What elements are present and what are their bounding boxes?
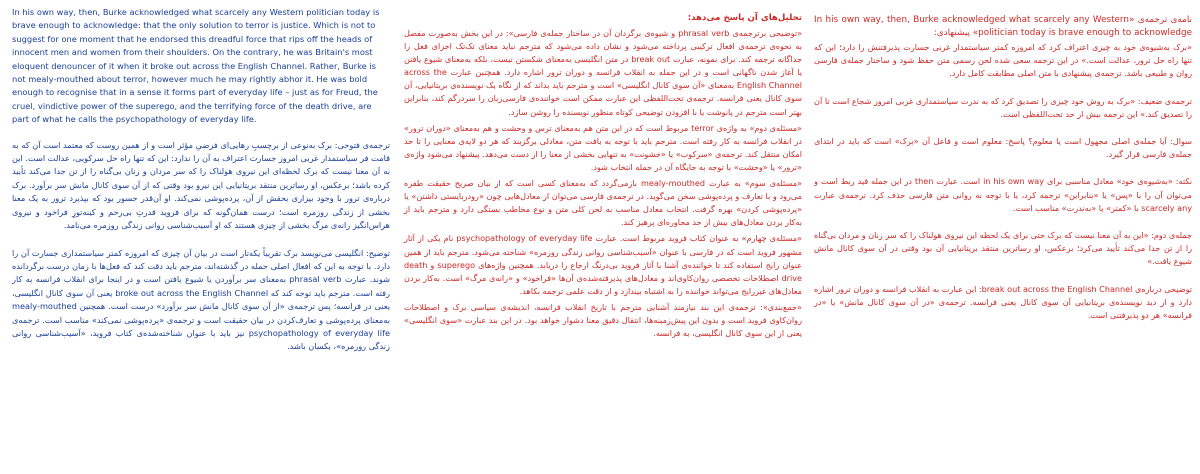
- right-title: نامه‌ی ترجمه‌ی «In his own way, then, Burke acknowledged what scarcely any Western politician today is brave enough to acknowledge» پیشنهادی:: [814, 15, 1192, 38]
- right-paragraph: جمله‌ی دوم: «این به آن معنا نیست که برک حتی برای یک لحظه این نیروی هولناک را که سر زنان و مردان بی‌گناه را از تن جدا می‌کند تأیید می‌کرد؛ برعکس، او رساترین منتقد بریتانیایی آن بود وقتی در آن سوی کانال مانش شیوع یافت.»: [814, 230, 1192, 267]
- english-source-paragraph: In his own way, then, Burke acknowledged what scarcely any Western politician today is brave enough to acknowledge: that the only solution to terror is justice. Which is not to suggest for one moment that he endorsed this dreadful force that rips off the heads of innocent men and women from their shoulders. On the contrary, he was Britain's most eloquent denouncer of it when it broke out across the English Channel. Rather, Burke is not mealy-mouthed about terror, however much he may rightly abhor it. He was bold enough to recognise that in a sense it forms part of everyday life – just as for Freud, the cruel, vindictive power of the superego, and the terrifying force of the death drive, are part of what he calls the psychopathology of everyday life.: [12, 7, 380, 125]
- right-column: [808, 0, 1200, 474]
- middle-paragraph: «مسئله‌ی دوم» به واژه‌ی terror مربوط است که در این متن هم به‌معنای ترس و وحشت و هم به‌معنای «دوران ترور» در انقلاب فرانسه به کار رفته است. مترجم باید با توجه به بافت متن، معادلی برگزیند که هر دو لایه‌ی معنایی را تا حد امکان منتقل کند. ترجمه‌ی «سرکوب» یا «خشونت» به تنهایی بخشی از معنا را از دست می‌دهد. پیشنهاد می‌شود واژه‌ی «ترور» یا «وحشت» با توجه به جایگاه آن در جمله انتخاب شود.: [404, 122, 802, 172]
- right-title-suffix: پیشنهادی:: [933, 28, 970, 38]
- persian-translation-paragraph: ترجمه‌ی فتوحی: برک به‌نوعی از برچسبِ رهایی‌ای فرضیِ مؤثر است و از همین روست که معتمد است آن که به قامت فر سیاستمدار غربی امروز جسارت اعتراف به آن را ندارد: این که تنها راه حل سرکوبی، عدالت است. این به آن معنا نیست که برک لحظه‌ای این نیروی هولناک را که سر مردان و زنان بی‌گناه را از تن جدا می‌کند تأیید کرده باشد؛ برعکس، او رسا‌ترین منتقد بریتانیایی این نیرو بود وقتی که از آن سوی کانال مانش سر برآورد. برک درباره‌ی ترور با وجود بیزاری بحقش از آن، پرده‌پوشی نمی‌کند. او آن‌قدر جسور بود که بپذیرد ترور به یک معنا بخشی از زندگی روزمره است؛ درست همان‌گونه که برای فروید قدرتِ بی‌رحم و کینه‌توزِ فراخود و نیروی هراس‌انگیز رانه‌ی مرگ بخشی از چیزی هستند که او آسیب‌شناسی روانی زندگی روزمره می‌نامد.: [12, 139, 390, 231]
- right-paragraph: نکته: «به‌شیوه‌ی خود» معادل مناسبی برای in his own way است. عبارت then در این جمله قید ربط است و می‌توان آن را با «پس» یا «بنابراین» ترجمه کرد، یا با توجه به روانی متن فارسی حذف کرد. ترجمه‌ی عبارت scarcely any با «کمتر» یا «به‌ندرت» مناسب است.: [814, 176, 1192, 213]
- right-paragraph: سوال: آیا جمله‌ی اصلی مجهول است یا معلوم؟ پاسخ: معلوم است و فاعل آن «برک» است که باید در ابتدای جمله‌ی فارسی قرار گیرد.: [814, 136, 1192, 160]
- middle-paragraph: «توضیحی برترجمه‌ی phrasal verb و شیوه‌ی برگردان آن در ساختار جمله‌ی فارسی»: در این بخش به‌صورت مفصل به نحوه‌ی ترجمه‌ی افعال ترکیبی پرداخته می‌شود و نشان داده می‌شود که مترجم نباید معنای تک‌تک اجزای فعل را جداگانه ترجمه کند. برای نمونه، عبارت break out در متن انگلیسی به‌معنای شکستن نیست، بلکه به‌معنای شیوع یافتن یا آغاز شدن ناگهانی است و در این جمله به انقلاب فرانسه و دوران ترور اشاره دارد. همچنین عبارت across the English Channel به‌معنای «آن سوی کانال انگلیسی» است و مترجم باید بداند که از نگاه یک نویسنده‌ی بریتانیایی، آن سوی کانال یعنی فرانسه. ترجمه‌ی تحت‌اللفظی این عبارت ممکن است خواننده‌ی فارسی‌زبان را سردرگم کند، بنابراین بهتر است مترجم در پانوشت یا با افزودن توضیحی کوتاه منظور نویسنده را روشن سازد.: [404, 28, 803, 117]
- right-paragraph: ترجمه‌ی ضعیف: «برک به روش خود چیزی را تصدیق کرد که به ندرت سیاستمداری غربی امروز شجاع است تا آن را تصدیق کند.» این ترجمه بیش از حد تحت‌اللفظی است.: [814, 95, 1192, 119]
- persian-note-paragraph: توضیح: انگلیسی می‌نویسد برک تقریباً یکه‌تاز است در بیان آن چیزی که امروزه کمتر سیاستمداری جسارت آن را دارد. با توجه به این که افعال اصلی جمله در گذشته‌اند، مترجم باید دقت کند که فعل‌ها با زمان درست برگردانده شوند. عبارت phrasal verb به‌معنای سر برآوردن یا شیوع یافتن است و در اینجا برای انقلاب فرانسه به کار رفته است. مترجم باید توجه کند که broke out across the English Channel یعنی آن سوی کانال انگلیسی، یعنی در فرانسه؛ پس ترجمه‌ی «از آن سوی کانال مانش سر برآورد» درست است. همچنین mealy-mouthed به‌معنای پرده‌پوشی و تعارف‌کردن در بیان حقیقت است و ترجمه‌ی «پرده‌پوشی نمی‌کند» مناسب است. ترجمه‌ی psychopathology of everyday life نیز باید با عنوان شناخته‌شده‌ی کتاب فروید، «آسیب‌شناسی روانی زندگی روزمره»، یکسان باشد.: [12, 247, 390, 352]
- middle-paragraph: «مسئله‌ی چهارم» به عنوان کتاب فروید مربوط است. عبارت psychopathology of everyday life نام یکی از آثار مشهور فروید است که در فارسی با عنوان «آسیب‌شناسی روانی زندگی روزمره» شناخته می‌شود. مترجم باید از همین عنوان رایج استفاده کند تا خواننده‌ی آشنا با آثار فروید بی‌درنگ ارجاع را دریابد. همچنین واژه‌های superego و death drive اصطلاحات تخصصی روان‌کاوی‌اند و معادل‌های پذیرفته‌شده‌ی آن‌ها «فراخود» و «رانه‌ی مرگ» است. به‌کار بردن معادل‌های غیررایج می‌تواند خواننده را به اشتباه بیندازد و از دقت علمی ترجمه بکاهد.: [404, 233, 802, 296]
- right-paragraph: توضیحی درباره‌ی break out across the English Channel: این عبارت به انقلاب فرانسه و دوران ترور اشاره دارد و از دید نویسنده‌ی بریتانیایی آن سوی کانال یعنی فرانسه. ترجمه‌ی «در آن سوی کانال مانش» یا «در فرانسه» هر دو پذیرفتنی است.: [814, 283, 1193, 321]
- right-title-prefix: نامه‌ی ترجمه‌ی: [1137, 15, 1192, 25]
- middle-column: [398, 0, 808, 474]
- middle-paragraph: «مسئله‌ی سوم» به عبارت mealy-mouthed بازمی‌گردد که به‌معنای کسی است که از بیان صریح حقیقت طفره می‌رود و با تعارف و پرده‌پوشی سخن می‌گوید. در ترجمه‌ی فارسی می‌توان از معادل‌هایی چون «رودربایستی داشتن» یا «پرده‌پوشی کردن» بهره گرفت. انتخاب معادل مناسب به لحن کلی متن و نوع مخاطب بستگی دارد و مترجم باید از به‌کار بردن معادل‌های بیش از حد محاوره‌ای پرهیز کند.: [404, 178, 802, 228]
- middle-paragraph: «جمع‌بندی»: ترجمه‌ی این بند نیازمند آشنایی مترجم با تاریخ انقلاب فرانسه، اندیشه‌ی سیاسی برک و اصطلاحات روان‌کاوی فروید است و بدون این پیش‌زمینه‌ها، انتقال دقیق معنا دشوار خواهد بود. در این بند عبارت «سوی انگلیسی» یعنی از این سوی کانال انگلیسی، به فرانسه.: [404, 301, 802, 339]
- right-title-english: In his own way, then, Burke acknowledged what scarcely any Western politician today is brave enough to acknowledge: [814, 15, 1192, 38]
- right-paragraph: «برک به‌شیوه‌ی خود به چیزی اعتراف کرد که امروزه کمتر سیاستمدار غربی جسارت پذیرفتنش را دارد؛ این که تنها راه حل ترور، عدالت است.» در این ترجمه سعی شده لحن رسمی متن حفظ شود و ساختار جمله‌ی فارسی روان و طبیعی باشد. ترجمه‌ی پیشنهادی با متن اصلی مطابقت کامل دارد.: [814, 42, 1192, 79]
- middle-heading: تحلیل‌های آن پاسخ می‌دهد:: [687, 13, 802, 23]
- left-column: [0, 0, 398, 474]
